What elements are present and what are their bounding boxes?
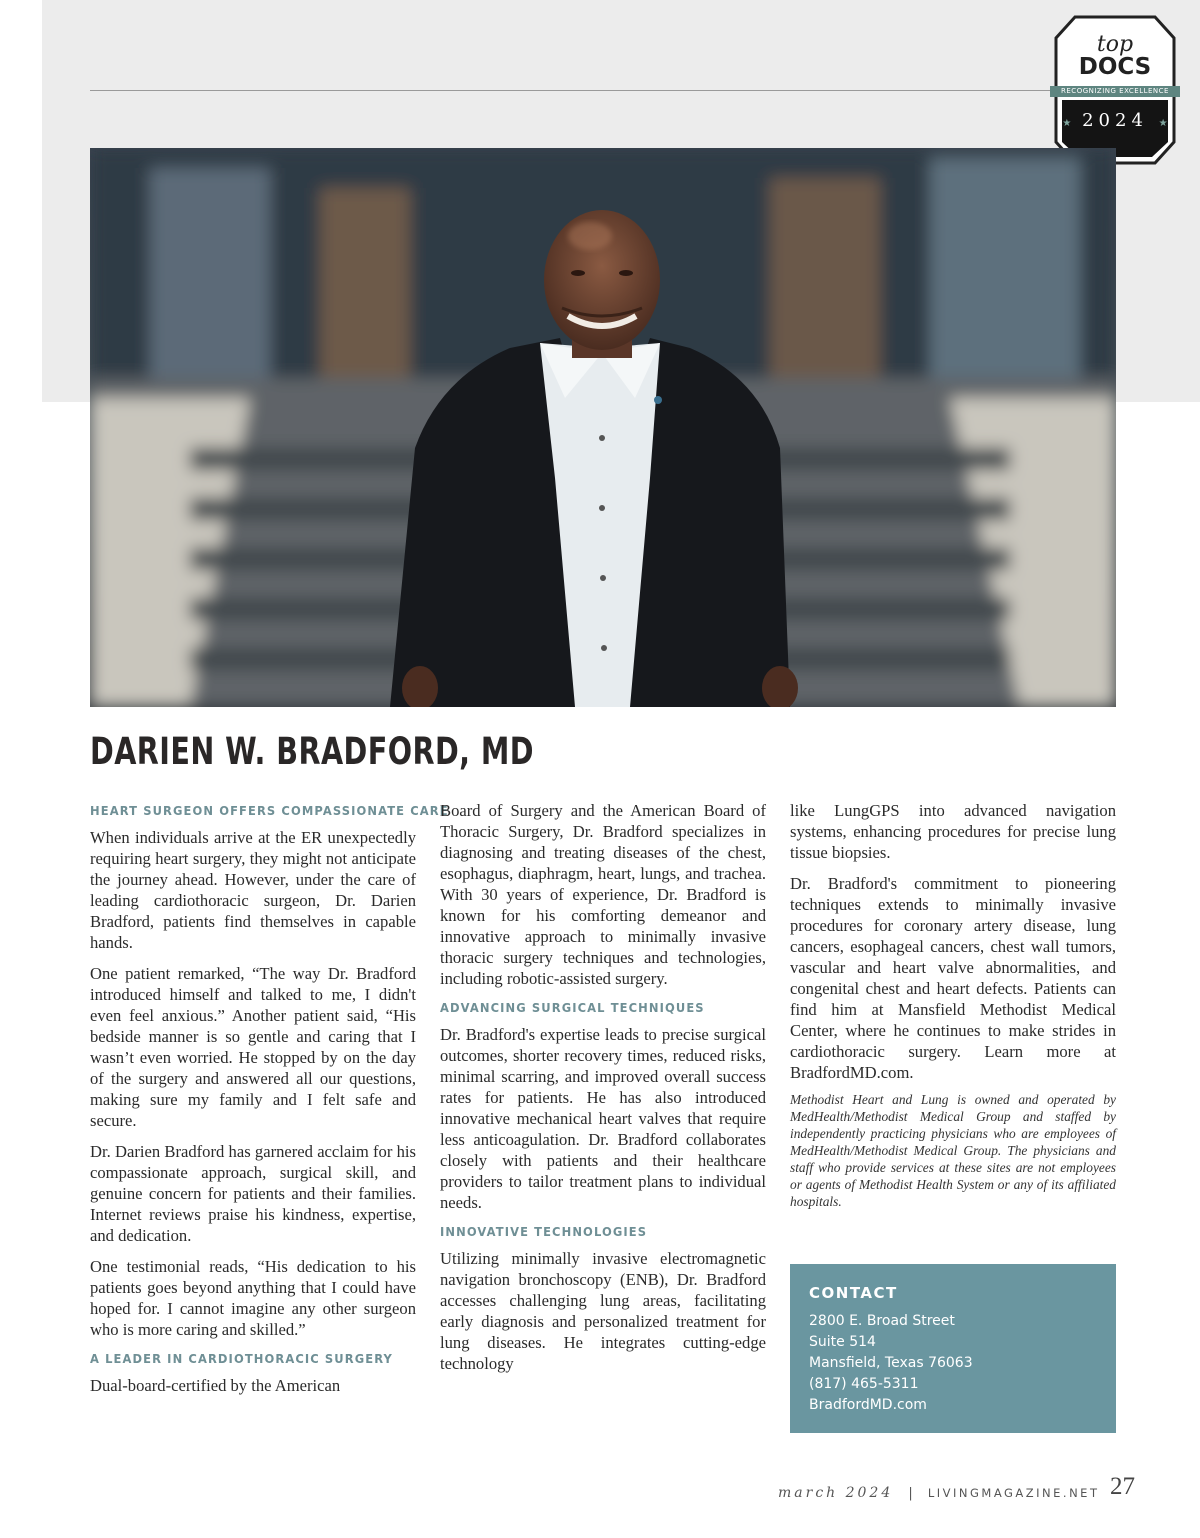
star-icon: ★ [1062, 118, 1072, 129]
article-column-2 [440, 800, 766, 1384]
top-docs-badge [1050, 14, 1180, 166]
badge-docs-text: DOCS [1078, 54, 1152, 80]
portrait-photo [90, 148, 1116, 707]
page-number: 27 [1110, 1473, 1135, 1500]
paragraph: One testimonial reads, “His dedication to his patients goes beyond anything that I could have hoped for. I cannot imagine any other surgeon who is more caring and skilled.” [90, 1257, 416, 1339]
star-icon: ★ [1158, 118, 1168, 129]
section-subheading: INNOVATIVE TECHNOLOGIES [440, 1224, 648, 1239]
paragraph: When individuals arrive at the ER unexpectedly requiring heart surgery, they might not anticipate the journey ahead. However, under the care of leading cardiothoracic surgeon, Dr. Darien Bradford, patients find themselves in capable hands. [90, 828, 416, 952]
portrait-image-icon [90, 148, 1116, 707]
footer-site-link[interactable]: LIVINGMAGAZINE.NET [927, 1486, 1100, 1500]
contact-address-line-1: 2800 E. Broad Street [809, 1313, 955, 1329]
contact-website-link[interactable]: BradfordMD.com [809, 1397, 927, 1413]
badge-ribbon-text: RECOGNIZING EXCELLENCE [1061, 87, 1169, 95]
paragraph: Dr. Bradford's expertise leads to precise surgical outcomes, shorter recovery times, reduced risks, minimal scarring, and improved overall success rates for patients. He has also introduced innovative mechanical heart valves that require less anticoagulation. Dr. Bradford collaborates closely with patients and their healthcare providers to tailor treatment plans to individual needs. [440, 1025, 766, 1212]
badge-year-row [1050, 112, 1180, 130]
section-subheading: ADVANCING SURGICAL TECHNIQUES [440, 1000, 705, 1015]
paragraph: Utilizing minimally invasive electromagnetic navigation bronchoscopy (ENB), Dr. Bradford accesses challenging lung areas, facilitating early diagnosis and personalized treatment for lung diseases. He integrates cutting-edge technology [440, 1249, 766, 1373]
article-column-3 [790, 800, 1116, 1210]
contact-phone[interactable]: (817) 465-5311 [809, 1376, 919, 1392]
disclaimer-text: Methodist Heart and Lung is owned and operated by MedHealth/Methodist Medical Group and staffed by independently practicing physicians who are employees of MedHealth/Methodist Medical Group. The physicians and staff who provide services at these sites are not employees or agents of Methodist Health System or any of its affiliated hospitals. [790, 1092, 1116, 1209]
contact-title: CONTACT [809, 1284, 898, 1302]
section-subheading: A LEADER IN CARDIOTHORACIC SURGERY [90, 1351, 393, 1366]
contact-address-line-2: Suite 514 [809, 1334, 876, 1350]
contact-city: Mansfield, Texas 76063 [809, 1355, 973, 1371]
paragraph: Dr. Darien Bradford has garnered acclaim for his compassionate approach, surgical skill, and genuine concern for patients and their families. Internet reviews praise his kindness, expertise, and dedication. [90, 1142, 416, 1245]
article-column-1 [90, 800, 449, 1406]
footer-separator: | [908, 1486, 913, 1501]
paragraph: Dual-board-certified by the American [90, 1376, 341, 1395]
badge-year-text: 2024 [1082, 110, 1148, 131]
paragraph: One patient remarked, “The way Dr. Bradford introduced himself and talked to me, I didn't even feel anxious.” Another patient said, “His bedside manner is so gentle and caring that I wasn’t even worried. He stopped by on the day of the surgery and answered all our questions, making sure my family and I felt safe and secure. [90, 964, 416, 1130]
page-footer [778, 1482, 1099, 1506]
paragraph: Board of Surgery and the American Board of Thoracic Surgery, Dr. Bradford specializes in diagnosing and treating diseases of the chest, esophagus, diaphragm, heart, lungs, and trachea. With 30 years of experience, Dr. Bradford is known for his comforting demeanor and innovative approach to minimally invasive thoracic surgery techniques and technologies, including robotic-assisted surgery. [440, 801, 766, 988]
paragraph: like LungGPS into advanced navigation systems, enhancing procedures for precise lung tissue biopsies. [790, 801, 1116, 862]
contact-box [790, 1264, 1116, 1433]
header-divider [90, 90, 1055, 91]
footer-issue-date: march 2024 [778, 1485, 894, 1501]
article-title: DARIEN W. BRADFORD, MD [90, 730, 534, 773]
section-subheading: HEART SURGEON OFFERS COMPASSIONATE CARE [90, 803, 449, 818]
paragraph: Dr. Bradford's commitment to pioneering techniques extends to minimally invasive procedures for coronary artery disease, lung cancers, esophageal cancers, chest wall tumors, vascular and heart valve abnormalities, and congenital chest and heart defects. Patients can find him at Mansfield Methodist Medical Center, where he continues to make strides in cardiothoracic surgery. Learn more at BradfordMD.com. [790, 874, 1116, 1082]
badge-top-text: top [1096, 32, 1134, 57]
